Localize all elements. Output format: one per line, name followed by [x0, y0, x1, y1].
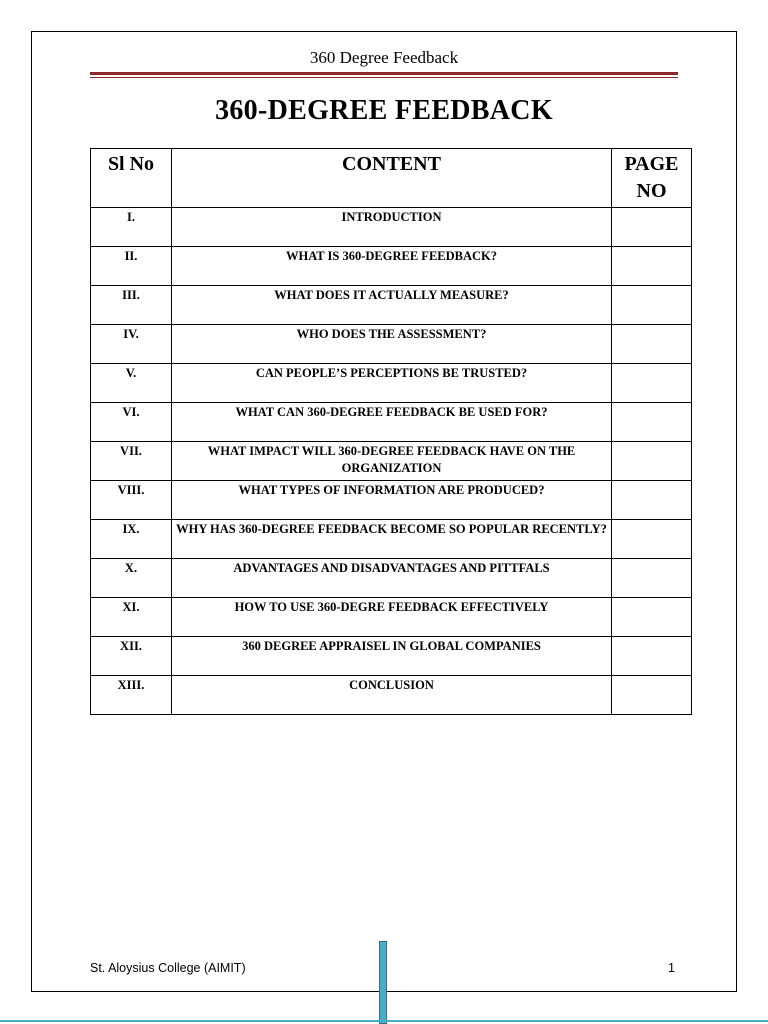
row-page	[612, 520, 692, 559]
row-page	[612, 325, 692, 364]
table-row	[91, 481, 692, 520]
row-number: V.	[91, 364, 172, 403]
table-row	[91, 676, 692, 715]
table-row	[91, 208, 692, 247]
row-page	[612, 403, 692, 442]
row-content: CONCLUSION	[172, 676, 612, 715]
header-rule-thin	[90, 77, 678, 78]
row-content: WHAT IMPACT WILL 360-DEGREE FEEDBACK HAVE ON THE ORGANIZATION	[172, 442, 612, 481]
table-row	[91, 247, 692, 286]
table-row	[91, 403, 692, 442]
row-page	[612, 637, 692, 676]
row-number: IV.	[91, 325, 172, 364]
row-page	[612, 442, 692, 481]
row-page	[612, 676, 692, 715]
row-page	[612, 364, 692, 403]
row-number: III.	[91, 286, 172, 325]
table-of-contents	[90, 148, 692, 715]
row-content: WHAT IS 360-DEGREE FEEDBACK?	[172, 247, 612, 286]
row-number: XII.	[91, 637, 172, 676]
row-content: WHY HAS 360-DEGREE FEEDBACK BECOME SO POPULAR RECENTLY?	[172, 520, 612, 559]
row-content: 360 DEGREE APPRAISEL IN GLOBAL COMPANIES	[172, 637, 612, 676]
row-number: IX.	[91, 520, 172, 559]
row-number: X.	[91, 559, 172, 598]
row-number: II.	[91, 247, 172, 286]
row-number: XI.	[91, 598, 172, 637]
table-row	[91, 637, 692, 676]
table-row	[91, 325, 692, 364]
table-row	[91, 598, 692, 637]
row-page	[612, 598, 692, 637]
row-page	[612, 286, 692, 325]
row-page	[612, 208, 692, 247]
row-number: VIII.	[91, 481, 172, 520]
row-number: XIII.	[91, 676, 172, 715]
column-header-content: CONTENT	[172, 149, 612, 208]
row-content: INTRODUCTION	[172, 208, 612, 247]
table-row	[91, 286, 692, 325]
table-header-row	[91, 149, 692, 208]
table-row	[91, 442, 692, 481]
column-header-sl-no: Sl No	[91, 149, 172, 208]
running-header: 360 Degree Feedback	[309, 48, 459, 67]
column-header-page-no: PAGE NO	[612, 149, 692, 208]
row-content: WHAT TYPES OF INFORMATION ARE PRODUCED?	[172, 481, 612, 520]
row-number: VI.	[91, 403, 172, 442]
row-page	[612, 247, 692, 286]
row-content: WHO DOES THE ASSESSMENT?	[172, 325, 612, 364]
table-row	[91, 364, 692, 403]
row-page	[612, 559, 692, 598]
footer-accent-bar	[379, 941, 387, 1024]
row-content: ADVANTAGES AND DISADVANTAGES AND PITTFALS	[172, 559, 612, 598]
row-content: WHAT CAN 360-DEGREE FEEDBACK BE USED FOR?	[172, 403, 612, 442]
footer-page-number: 1	[668, 961, 675, 975]
document-title: 360-DEGREE FEEDBACK	[215, 95, 553, 126]
footer-institution: St. Aloysius College (AIMIT)	[90, 961, 246, 975]
row-content: CAN PEOPLE’S PERCEPTIONS BE TRUSTED?	[172, 364, 612, 403]
row-page	[612, 481, 692, 520]
header-rule	[90, 72, 678, 75]
row-number: VII.	[91, 442, 172, 481]
footer-accent-line	[0, 1020, 768, 1022]
table-row	[91, 520, 692, 559]
row-content: HOW TO USE 360-DEGRE FEEDBACK EFFECTIVELY	[172, 598, 612, 637]
table-row	[91, 559, 692, 598]
row-number: I.	[91, 208, 172, 247]
row-content: WHAT DOES IT ACTUALLY MEASURE?	[172, 286, 612, 325]
